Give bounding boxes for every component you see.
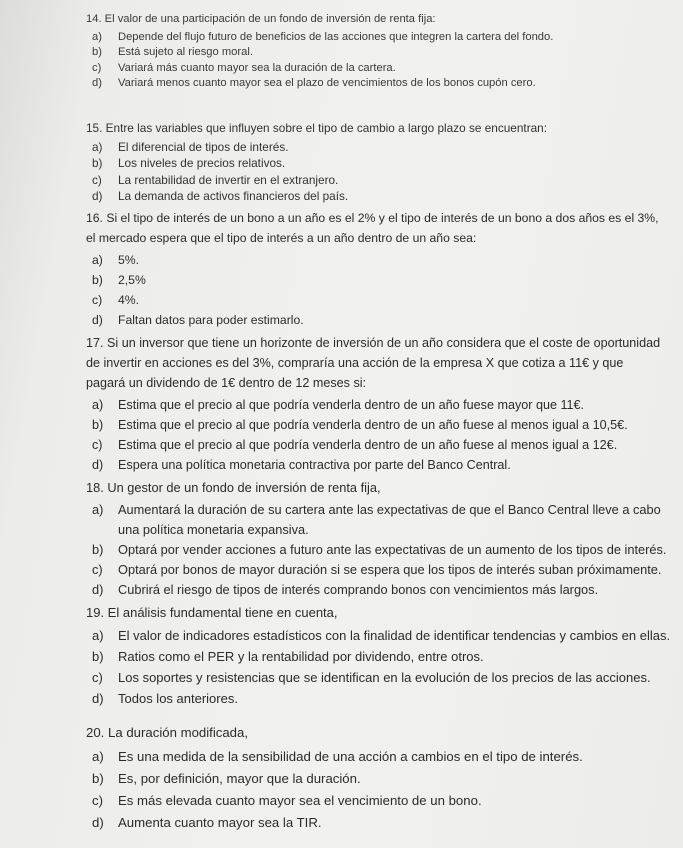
option-text: Espera una política monetaria contractiva por parte del Banco Central. — [118, 458, 511, 472]
option-c — [92, 790, 679, 812]
question-stem: 15. Entre las variables que influyen sobre el tipo de cambio a largo plazo se encuentran: — [86, 121, 548, 135]
option-letter: d) — [92, 582, 104, 597]
question-stem: 17. Si un inversor que tiene un horizonte de inversión de un año considera que el coste de oportunidad de invertir en acciones es del 3%, compraría una acción de la empresa X que cotiza a 11€ y que pagará un dividendo de 1€ dentro de 12 meses si: — [86, 336, 661, 390]
option-text: Todos los anteriores. — [118, 691, 238, 706]
option-b — [92, 45, 679, 61]
option-letter: b) — [92, 156, 103, 170]
option-letter: c) — [92, 562, 103, 577]
option-letter: b) — [92, 418, 104, 432]
option-a — [92, 30, 679, 46]
option-text: Los soportes y resistencias que se identifican en la evolución de los precios de las acciones. — [118, 670, 651, 685]
option-a — [92, 625, 679, 646]
option-text: El valor de indicadores estadísticos con la finalidad de identificar tendencias y cambios en ellas. — [118, 628, 671, 643]
option-a — [92, 139, 679, 156]
option-text: 4%. — [118, 293, 140, 307]
option-letter: b) — [92, 542, 104, 557]
question-stem: 14. El valor de una participación de un fondo de inversión de renta fija: — [86, 13, 436, 25]
options-list — [86, 746, 679, 834]
option-d — [92, 188, 679, 205]
option-d — [92, 455, 679, 475]
option-letter: c) — [92, 438, 103, 452]
option-d — [92, 688, 679, 709]
question-stem: 20. La duración modificada, — [86, 725, 249, 740]
option-c — [92, 172, 679, 189]
option-text: La demanda de activos financieros del país. — [118, 189, 349, 203]
options-list — [86, 500, 679, 600]
option-letter: d) — [92, 313, 103, 327]
options-list — [86, 139, 679, 205]
option-letter: d) — [92, 691, 104, 706]
option-d — [92, 580, 679, 600]
option-text: Optará por vender acciones a futuro ante las expectativas de un aumento de los tipos de interés. — [118, 542, 667, 557]
option-a — [92, 395, 679, 415]
option-text: Depende del flujo futuro de beneficios de las acciones que integren la cartera del fondo. — [118, 30, 554, 43]
question-17 — [86, 333, 679, 475]
options-list — [86, 250, 679, 330]
question-stem: 16. Si el tipo de interés de un bono a un año es el 2% y el tipo de interés de un bono a dos años es el 3%, el mercado espera que el tipo de interés a un año dentro de un año sea: — [86, 211, 659, 245]
option-a — [92, 746, 679, 768]
option-text: Estima que el precio al que podría venderla dentro de un año fuese mayor que 11€. — [118, 398, 585, 412]
options-list — [86, 625, 679, 709]
option-text: Estima que el precio al que podría venderla dentro de un año fuese al menos igual a 10,5€. — [118, 418, 628, 432]
option-text: Ratios como el PER y la rentabilidad por dividendo, entre otros. — [118, 649, 484, 664]
option-text: El diferencial de tipos de interés. — [118, 139, 289, 154]
option-a — [92, 500, 678, 540]
option-text: Es una medida de la sensibilidad de una acción a cambios en el tipo de interés. — [118, 749, 583, 764]
question-14 — [86, 12, 679, 92]
option-letter: b) — [92, 771, 104, 786]
option-c — [92, 560, 679, 580]
option-text: Variará más cuanto mayor sea la duración de la cartera. — [118, 61, 396, 74]
option-c — [92, 290, 679, 310]
option-letter: c) — [92, 293, 103, 307]
option-b — [92, 155, 679, 172]
option-text: 5%. — [118, 253, 140, 267]
option-text: 2,5% — [118, 273, 146, 287]
option-b — [92, 270, 679, 290]
option-text: Está sujeto al riesgo moral. — [118, 46, 253, 58]
option-letter: a) — [92, 749, 104, 764]
option-text: Es, por definición, mayor que la duración. — [118, 771, 361, 786]
option-letter: b) — [92, 46, 102, 58]
option-c — [92, 435, 679, 455]
option-d — [92, 812, 679, 834]
question-15 — [86, 120, 679, 205]
question-18 — [86, 478, 679, 600]
option-letter: d) — [92, 77, 102, 89]
option-d — [92, 76, 679, 92]
options-list — [86, 30, 679, 92]
option-letter: a) — [92, 628, 104, 643]
option-b — [92, 646, 679, 667]
option-letter: a) — [92, 139, 103, 154]
option-b — [92, 768, 679, 790]
option-letter: c) — [92, 793, 103, 808]
option-letter: d) — [92, 458, 104, 472]
question-20 — [86, 722, 679, 834]
option-letter: a) — [92, 253, 103, 267]
options-list — [86, 395, 679, 475]
option-text: Aumentará la duración de su cartera ante las expectativas de que el Banco Central lleve a cabo una política monetaria expansiva. — [118, 502, 661, 537]
option-text: Cubrirá el riesgo de tipos de interés comprando bonos con vencimientos más largos. — [118, 582, 599, 597]
question-19 — [86, 602, 679, 709]
option-b — [92, 540, 679, 560]
option-text: Estima que el precio al que podría venderla dentro de un año fuese al menos igual a 12€. — [118, 438, 618, 452]
option-letter: d) — [92, 189, 103, 203]
option-text: Aumenta cuanto mayor sea la TIR. — [118, 815, 322, 830]
option-letter: a) — [92, 30, 102, 43]
option-text: Faltan datos para poder estimarlo. — [118, 313, 304, 327]
option-a — [92, 250, 679, 270]
option-letter: c) — [92, 670, 103, 685]
option-letter: b) — [92, 273, 103, 287]
option-text: Los niveles de precios relativos. — [118, 156, 286, 170]
option-c — [92, 667, 679, 688]
option-letter: d) — [92, 815, 104, 830]
question-16 — [86, 208, 679, 330]
option-text: La rentabilidad de invertir en el extranjero. — [118, 172, 339, 187]
option-b — [92, 415, 679, 435]
option-letter: b) — [92, 649, 104, 664]
option-c — [92, 61, 679, 77]
option-text: Optará por bonos de mayor duración si se espera que los tipos de interés suban próximamente. — [118, 562, 662, 577]
question-stem: 19. El análisis fundamental tiene en cuenta, — [86, 605, 338, 620]
option-d — [92, 310, 679, 330]
option-letter: a) — [92, 502, 104, 517]
option-text: Es más elevada cuanto mayor sea el vencimiento de un bono. — [118, 793, 482, 808]
option-letter: c) — [92, 61, 102, 74]
option-letter: a) — [92, 398, 104, 412]
option-text: Variará menos cuanto mayor sea el plazo de vencimientos de los bonos cupón cero. — [118, 77, 536, 89]
option-letter: c) — [92, 172, 102, 187]
question-stem: 18. Un gestor de un fondo de inversión de renta fija, — [86, 480, 381, 495]
